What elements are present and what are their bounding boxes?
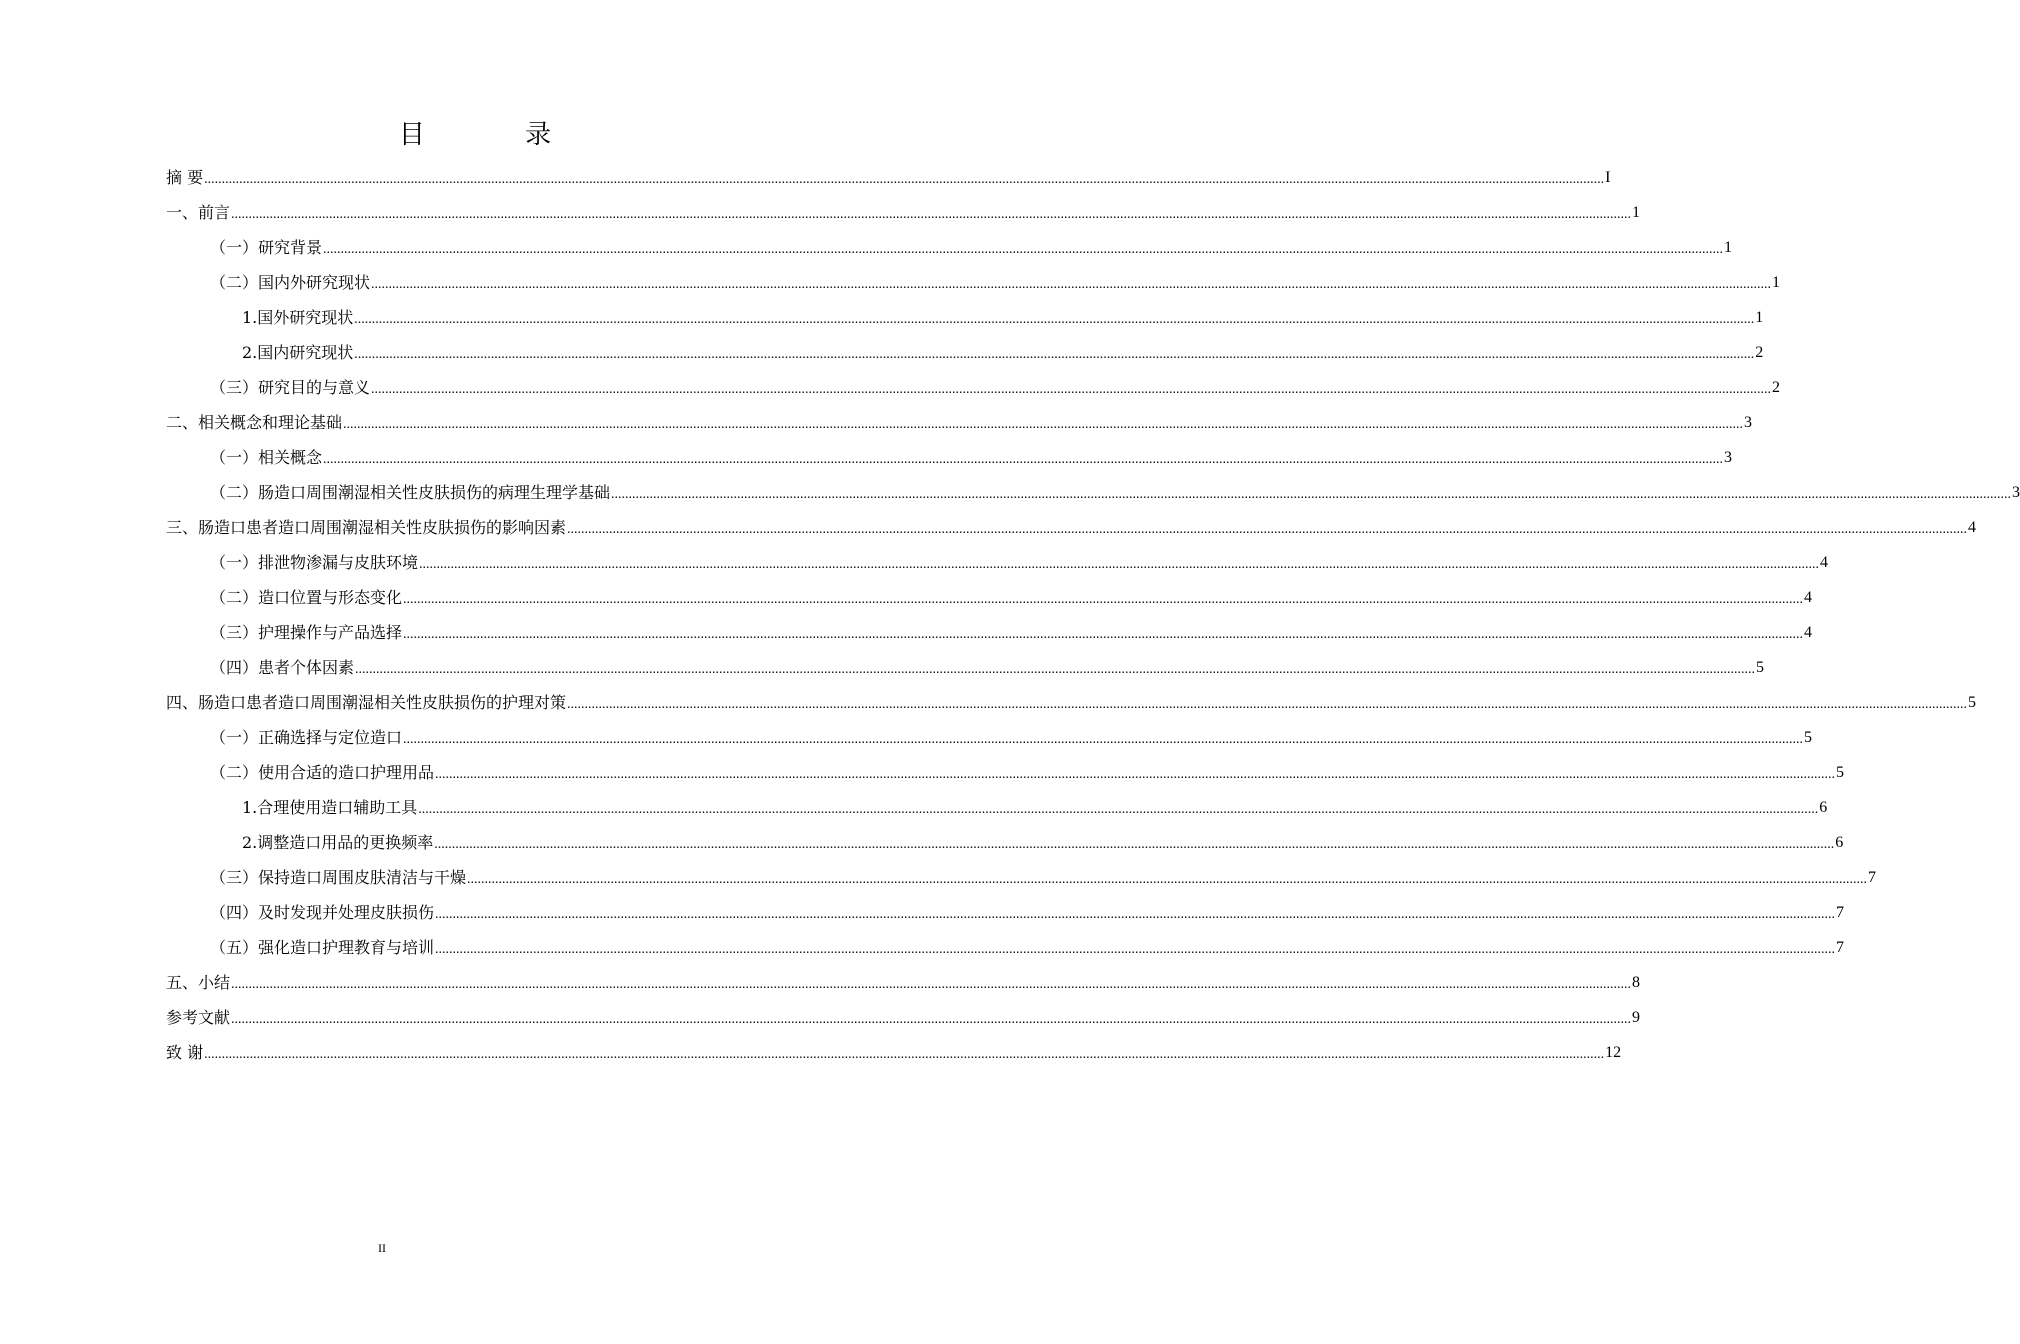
toc-entry[interactable] <box>166 230 1733 265</box>
toc-entry-label: 调整造口用品的更换频率 <box>257 832 434 852</box>
toc-entry-label: 摘 要 <box>166 167 204 187</box>
toc-entry[interactable] <box>166 755 1845 790</box>
toc-entry[interactable] <box>166 580 1813 615</box>
toc-entry-number: 四、 <box>166 692 199 712</box>
toc-entry[interactable] <box>166 825 1844 860</box>
dot-leader: ................................................................................................................................................................................................................................................................................................................................................................................................................ <box>435 766 1836 782</box>
dot-leader: ................................................................................................................................................................................................................................................................................................................................................................................................................ <box>403 591 1804 607</box>
toc-entry-number: 一、 <box>166 202 199 222</box>
toc-entry-number: （三） <box>210 867 259 887</box>
toc-entry[interactable] <box>166 335 1764 370</box>
toc-entry-label: 正确选择与定位造口 <box>258 727 403 747</box>
toc-entry-page: 8 <box>1632 973 1641 991</box>
toc-entry-label: 前言 <box>198 202 231 222</box>
toc-entry-label: 合理使用造口辅助工具 <box>257 797 418 817</box>
toc-entry-label: 患者个体因素 <box>258 657 355 677</box>
toc-entry-page: 5 <box>1756 658 1765 676</box>
toc-entry-page: 4 <box>1804 623 1813 641</box>
toc-entry[interactable] <box>166 965 1641 1000</box>
toc-entry-label: 使用合适的造口护理用品 <box>258 762 435 782</box>
toc-entry-page: 3 <box>2012 483 2020 501</box>
dot-leader: ................................................................................................................................................................................................................................................................................................................................................................................................................ <box>435 941 1836 957</box>
toc-entry-page: I <box>1605 168 1611 186</box>
toc-entry-number: 2. <box>242 342 258 362</box>
toc-entry[interactable] <box>166 195 1641 230</box>
toc-entry-page: 3 <box>1724 448 1733 466</box>
toc-entry-number: 1. <box>242 797 258 817</box>
dot-leader: ................................................................................................................................................................................................................................................................................................................................................................................................................ <box>354 346 1755 362</box>
dot-leader: ................................................................................................................................................................................................................................................................................................................................................................................................................ <box>323 241 1724 257</box>
dot-leader: ................................................................................................................................................................................................................................................................................................................................................................................................................ <box>403 731 1804 747</box>
toc-entry-number: 二、 <box>166 412 199 432</box>
toc-entry-page: 5 <box>1968 693 1977 711</box>
dot-leader: ................................................................................................................................................................................................................................................................................................................................................................................................................ <box>371 381 1772 397</box>
toc-entry[interactable] <box>166 650 1765 685</box>
toc-entry-label: 相关概念 <box>258 447 323 467</box>
toc-entry-page: 9 <box>1632 1008 1641 1026</box>
dot-leader: ................................................................................................................................................................................................................................................................................................................................................................................................................ <box>418 801 1819 817</box>
toc-entry-label: 肠造口周围潮湿相关性皮肤损伤的病理生理学基础 <box>258 482 611 502</box>
toc-entry[interactable] <box>166 265 1781 300</box>
dot-leader: ................................................................................................................................................................................................................................................................................................................................................................................................................ <box>435 906 1836 922</box>
toc-entry-page: 4 <box>1804 588 1813 606</box>
toc-entry[interactable] <box>166 370 1781 405</box>
dot-leader: ................................................................................................................................................................................................................................................................................................................................................................................................................ <box>567 521 1968 537</box>
toc-entry-number: （三） <box>210 622 259 642</box>
dot-leader: ................................................................................................................................................................................................................................................................................................................................................................................................................ <box>323 451 1724 467</box>
dot-leader: ................................................................................................................................................................................................................................................................................................................................................................................................................ <box>354 311 1755 327</box>
toc-entry[interactable] <box>166 720 1813 755</box>
toc-entry-number: （二） <box>210 272 259 292</box>
toc-entry-label: 研究背景 <box>258 237 323 257</box>
toc-entry-label: 强化造口护理教育与培训 <box>258 937 435 957</box>
toc-entry-page: 1 <box>1772 273 1781 291</box>
toc-entry-label: 相关概念和理论基础 <box>198 412 343 432</box>
toc-entry-page: 5 <box>1836 763 1845 781</box>
toc-entry[interactable] <box>166 300 1764 335</box>
toc-entry-label: 造口位置与形态变化 <box>258 587 403 607</box>
dot-leader: ................................................................................................................................................................................................................................................................................................................................................................................................................ <box>434 836 1835 852</box>
dot-leader: ................................................................................................................................................................................................................................................................................................................................................................................................................ <box>231 1011 1632 1027</box>
toc-entry[interactable] <box>166 895 1845 930</box>
toc-entry-number: （五） <box>210 937 259 957</box>
toc-entry[interactable] <box>166 615 1813 650</box>
toc-entry-number: （一） <box>210 727 259 747</box>
toc-entry[interactable] <box>166 930 1845 965</box>
toc-entry-number: （四） <box>210 902 259 922</box>
toc-entry-page: 1 <box>1755 308 1764 326</box>
toc-entry-page: 12 <box>1605 1043 1622 1061</box>
dot-leader: ................................................................................................................................................................................................................................................................................................................................................................................................................ <box>231 206 1632 222</box>
toc-entry-page: 1 <box>1724 238 1733 256</box>
toc-entry-page: 3 <box>1744 413 1753 431</box>
toc-title: 目 录 <box>398 120 598 150</box>
toc-entry-page: 2 <box>1772 378 1781 396</box>
toc-entry-page: 6 <box>1835 833 1844 851</box>
toc-entry-label: 护理操作与产品选择 <box>258 622 403 642</box>
dot-leader: ................................................................................................................................................................................................................................................................................................................................................................................................................ <box>567 696 1968 712</box>
toc-entry-number: （一） <box>210 237 259 257</box>
dot-leader: ................................................................................................................................................................................................................................................................................................................................................................................................................ <box>371 276 1772 292</box>
toc-entry-number: （二） <box>210 587 259 607</box>
toc-entry-label: 保持造口周围皮肤清洁与干燥 <box>258 867 467 887</box>
dot-leader: ................................................................................................................................................................................................................................................................................................................................................................................................................ <box>231 976 1632 992</box>
toc-entry[interactable] <box>166 545 1829 580</box>
dot-leader: ................................................................................................................................................................................................................................................................................................................................................................................................................ <box>611 486 2012 502</box>
dot-leader: ................................................................................................................................................................................................................................................................................................................................................................................................................ <box>403 626 1804 642</box>
toc-entry-label: 及时发现并处理皮肤损伤 <box>258 902 435 922</box>
toc-entry[interactable] <box>166 510 1977 545</box>
toc-entry-page: 6 <box>1819 798 1828 816</box>
toc-entry[interactable] <box>166 405 1753 440</box>
toc-entry-page: 7 <box>1868 868 1877 886</box>
toc-entry-label: 国内外研究现状 <box>258 272 371 292</box>
toc-entry[interactable] <box>166 860 1877 895</box>
dot-leader: ................................................................................................................................................................................................................................................................................................................................................................................................................ <box>204 1046 1605 1062</box>
toc-entry-label: 肠造口患者造口周围潮湿相关性皮肤损伤的护理对策 <box>198 692 567 712</box>
toc-entry[interactable] <box>166 790 1828 825</box>
toc-entry-label: 排泄物渗漏与皮肤环境 <box>258 552 419 572</box>
toc-entry-page: 5 <box>1804 728 1813 746</box>
toc-entry-label: 国内研究现状 <box>257 342 354 362</box>
toc-entry-number: 1. <box>242 307 258 327</box>
toc-entry-number: （一） <box>210 447 259 467</box>
toc-entry-page: 4 <box>1968 518 1977 536</box>
toc-entry-page: 7 <box>1836 938 1845 956</box>
toc-entry-number: 2. <box>242 832 258 852</box>
toc-entry-label: 参考文献 <box>166 1007 231 1027</box>
toc-entry-number: （二） <box>210 762 259 782</box>
dot-leader: ................................................................................................................................................................................................................................................................................................................................................................................................................ <box>467 871 1868 887</box>
toc-entry-page: 2 <box>1755 343 1764 361</box>
table-of-contents <box>166 160 2020 1070</box>
toc-entry-label: 国外研究现状 <box>257 307 354 327</box>
toc-entry-page: 1 <box>1632 203 1641 221</box>
toc-entry[interactable] <box>166 475 2020 510</box>
toc-entry-number: 三、 <box>166 517 199 537</box>
dot-leader: ................................................................................................................................................................................................................................................................................................................................................................................................................ <box>343 416 1744 432</box>
toc-entry-label: 小结 <box>198 972 231 992</box>
toc-entry-label: 致 谢 <box>166 1042 204 1062</box>
toc-entry-page: 7 <box>1836 903 1845 921</box>
toc-entry-number: （三） <box>210 377 259 397</box>
toc-entry[interactable] <box>166 1035 1622 1070</box>
dot-leader: ................................................................................................................................................................................................................................................................................................................................................................................................................ <box>355 661 1756 677</box>
dot-leader: ................................................................................................................................................................................................................................................................................................................................................................................................................ <box>419 556 1820 572</box>
toc-entry-page: 4 <box>1820 553 1829 571</box>
toc-entry-label: 肠造口患者造口周围潮湿相关性皮肤损伤的影响因素 <box>198 517 567 537</box>
toc-entry[interactable] <box>166 160 1611 195</box>
dot-leader: ................................................................................................................................................................................................................................................................................................................................................................................................................ <box>204 171 1605 187</box>
toc-entry-number: （四） <box>210 657 259 677</box>
toc-entry-number: 五、 <box>166 972 199 992</box>
toc-entry[interactable] <box>166 1000 1641 1035</box>
toc-entry[interactable] <box>166 685 1977 720</box>
toc-entry-label: 研究目的与意义 <box>258 377 371 397</box>
footer-page-number: II <box>378 1241 386 1255</box>
toc-entry-number: （二） <box>210 482 259 502</box>
toc-entry[interactable] <box>166 440 1733 475</box>
toc-entry-number: （一） <box>210 552 259 572</box>
